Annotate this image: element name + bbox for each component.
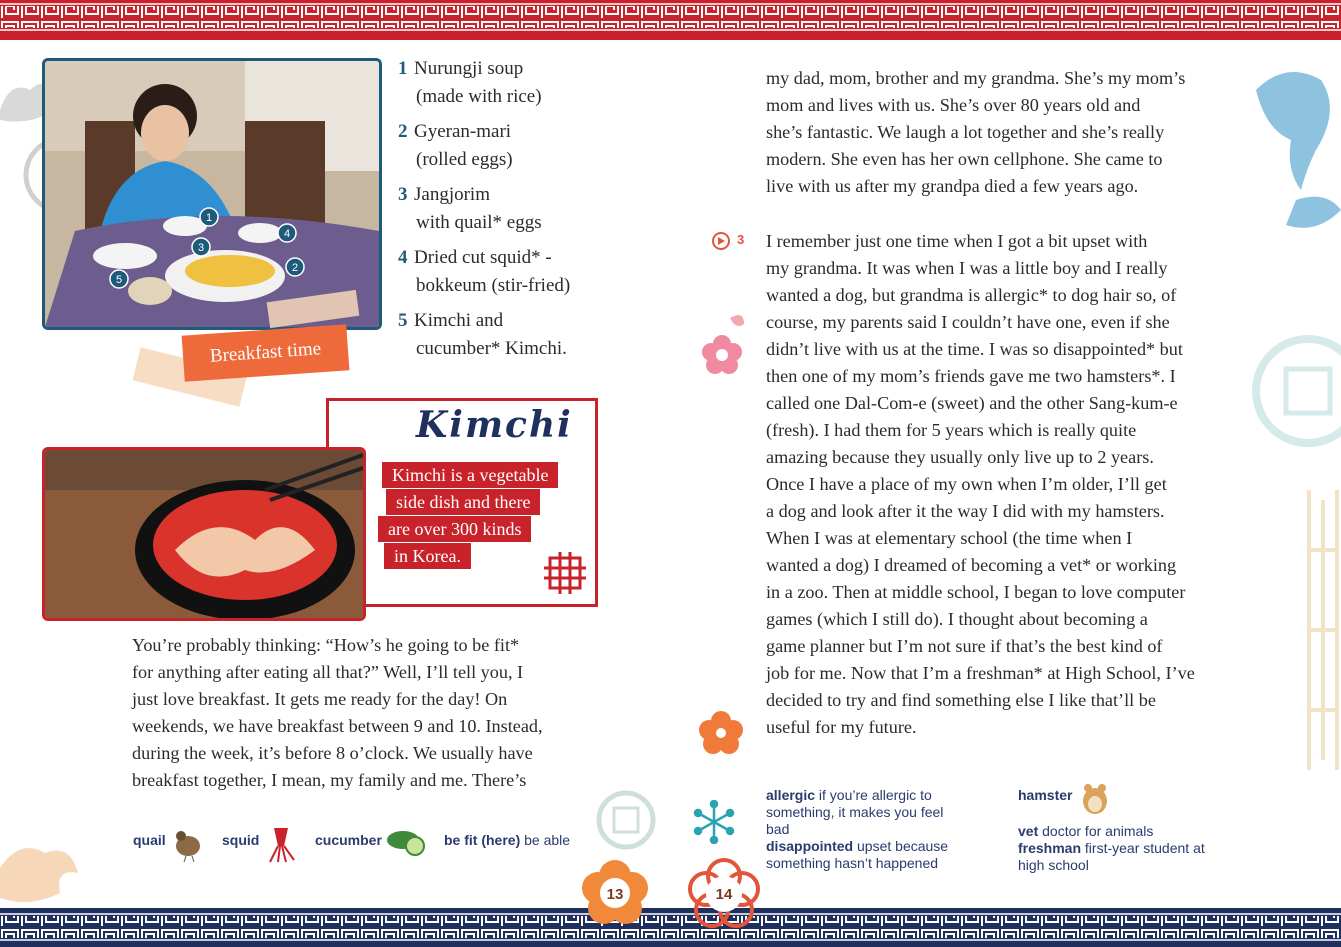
- glossary-vet-freshman: vet doctor for animals freshman first-year student at high school: [1018, 823, 1205, 873]
- text-line: useful for my future.: [766, 717, 917, 737]
- svg-text:1: 1: [205, 212, 213, 224]
- snowflake-icon: [692, 800, 736, 849]
- text-line: When I was at elementary school (the time when I: [766, 528, 1133, 548]
- glossary-be-fit: be fit (here) be able: [444, 832, 571, 848]
- left-body-text: [132, 632, 572, 794]
- kimchi-text-line: are over 300 kinds: [378, 516, 531, 542]
- text-line: breakfast together, I mean, my family and me. There’s: [132, 770, 527, 790]
- text-line: game planner but I’m not sure if that’s the best kind of: [766, 636, 1163, 656]
- round-emblem-icon: [1252, 335, 1341, 452]
- text-line: (fresh). I had them for 5 years which is really quite: [766, 420, 1137, 440]
- kimchi-title: Kimchi: [416, 404, 573, 446]
- glossary-hamster: hamster: [1018, 787, 1073, 803]
- text-line: Once I have a place of my own when I’m older, I’ll get: [766, 474, 1167, 494]
- text-line: wanted a dog) I dreamed of becoming a vet* or working: [766, 555, 1177, 575]
- list-item: 3 Jangjorim with quail* eggs: [398, 184, 542, 233]
- text-line: didn’t live with us at the time. I was so disappointed* but: [766, 339, 1183, 359]
- breakfast-list: [398, 55, 598, 370]
- text-line: called one Dal-Com-e (sweet) and the other Sang-kum-e: [766, 393, 1178, 413]
- svg-text:5: 5: [115, 274, 123, 286]
- page-number: 14: [715, 886, 733, 903]
- text-line: mom and lives with us. She’s over 80 years old and: [766, 95, 1141, 115]
- squid-icon: [264, 826, 298, 869]
- glossary-cucumber: cucumber: [315, 832, 382, 848]
- top-border-band: [0, 0, 1341, 40]
- quail-icon: [172, 826, 206, 867]
- text-line: decided to try and find something else I like that’ll be: [766, 690, 1156, 710]
- cherry-blossom-icon: [700, 310, 748, 383]
- photo-marker: [199, 207, 219, 232]
- text-line: my dad, mom, brother and my grandma. She’s my mom’s: [766, 68, 1186, 88]
- hamster-icon: [1080, 780, 1110, 821]
- text-line: I remember just one time when I got a bit upset with: [766, 231, 1148, 251]
- text-line: a dog and look after it the way I did with my hamsters.: [766, 501, 1165, 521]
- photo-caption-tag: Breakfast time: [182, 324, 350, 381]
- text-line: amazing because they usually only live up to 2 years.: [766, 447, 1154, 467]
- audio-play-icon[interactable]: [711, 231, 733, 256]
- text-line: modern. She even has her own cellphone. She came to: [766, 149, 1163, 169]
- text-line: games (which I still do). I thought about becoming a: [766, 609, 1148, 629]
- text-line: live with us after my grandpa died a few years ago.: [766, 176, 1139, 196]
- text-line: just love breakfast. It gets me ready for the day! On: [132, 689, 508, 709]
- text-line: job for me. Now that I’m a freshman* at High School, I’ve: [766, 663, 1195, 683]
- cucumber-icon: [387, 826, 427, 863]
- svg-text:4: 4: [283, 228, 291, 240]
- side-pattern-decoration: [1305, 490, 1341, 785]
- list-item: 2 Gyeran-mari (rolled eggs): [398, 121, 513, 170]
- right-paragraph-2: [766, 228, 1206, 741]
- glossary-allergic: allergic if you’re allergic to something, it makes you feel bad disappointed upset because something hasn’t happened: [766, 787, 949, 871]
- text-line: for anything after eating all that?” Well, I’ll tell you, I: [132, 662, 524, 682]
- bottom-border-band: [0, 908, 1341, 947]
- text-line: You’re probably thinking: “How’s he going to be fit*: [132, 635, 520, 655]
- audio-track-number: 3: [737, 232, 745, 247]
- text-line: course, my parents said I couldn’t have one, even if she: [766, 312, 1170, 332]
- endless-knot-icon: [540, 548, 594, 605]
- photo-marker: [277, 223, 297, 248]
- text-line: in a zoo. Then at middle school, I began to love computer: [766, 582, 1186, 602]
- text-line: my grandma. It was when I was a little boy and I really: [766, 258, 1168, 278]
- svg-text:3: 3: [197, 242, 205, 254]
- list-item: 5 Kimchi and cucumber* Kimchi.: [398, 310, 567, 359]
- text-line: wanted a dog, but grandma is allergic* to dog hair so, of: [766, 285, 1177, 305]
- text-line: then one of my mom’s friends gave me two hamsters*. I: [766, 366, 1176, 386]
- kimchi-photo: [42, 447, 366, 621]
- orange-flower-icon: [698, 710, 744, 761]
- fish-silhouette-icon: [1246, 60, 1341, 245]
- text-line: weekends, we have breakfast between 9 and 10. Instead,: [132, 716, 543, 736]
- kimchi-text-line: in Korea.: [384, 543, 471, 569]
- photo-marker: [109, 269, 129, 294]
- list-item: 1 Nurungji soup (made with rice): [398, 58, 542, 107]
- breakfast-photo: [42, 58, 382, 330]
- round-emblem-icon: [596, 790, 656, 855]
- photo-marker: [191, 237, 211, 262]
- orange-cloud-icon: [0, 838, 85, 913]
- kimchi-text-line: Kimchi is a vegetable: [382, 462, 558, 488]
- kimchi-text-line: side dish and there: [386, 489, 540, 515]
- list-item: 4 Dried cut squid* - bokkeum (stir-fried): [398, 247, 571, 296]
- right-paragraph-1: [766, 65, 1206, 200]
- svg-text:2: 2: [291, 262, 299, 274]
- photo-marker: [285, 257, 305, 282]
- glossary-squid: squid: [222, 832, 260, 848]
- text-line: she’s fantastic. We laugh a lot together and she’s really: [766, 122, 1165, 142]
- text-line: during the week, it’s before 8 o’clock. We usually have: [132, 743, 533, 763]
- glossary-quail: quail: [133, 832, 166, 848]
- page-number: 13: [606, 886, 624, 903]
